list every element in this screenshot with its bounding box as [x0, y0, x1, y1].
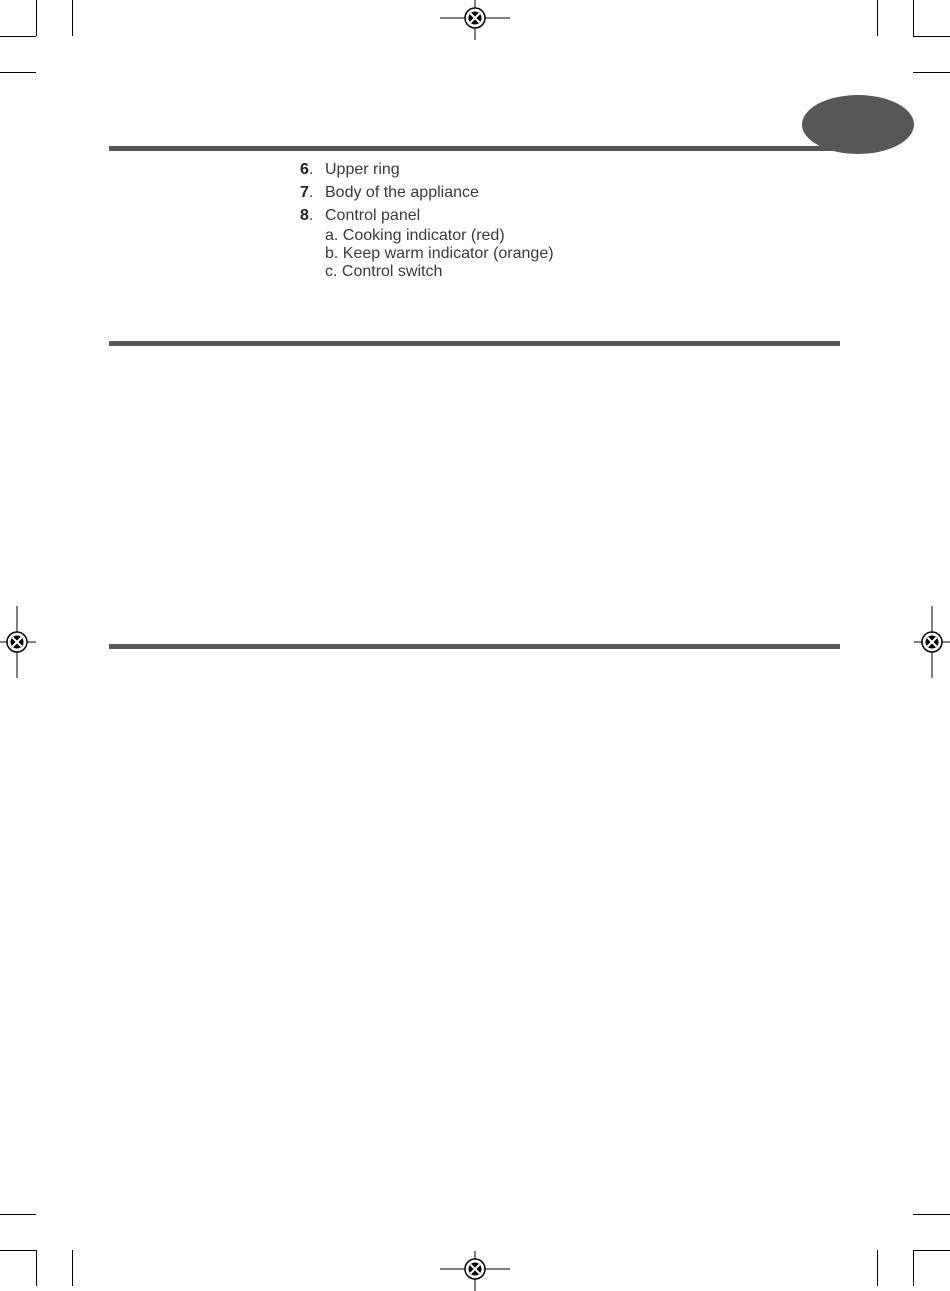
parts-list [300, 158, 554, 281]
list-item: 8. Control panel a. Cooking indicator (red) b. Keep warm indicator (orange) c. Control switch [300, 207, 554, 280]
item-label: Upper ring [325, 161, 400, 178]
section-divider [109, 146, 840, 151]
sub-item: c. Control switch [325, 263, 443, 280]
registration-mark-icon [914, 606, 950, 678]
item-label: Control panel [325, 207, 421, 224]
registration-mark-icon [440, 0, 510, 40]
crop-mark [913, 1214, 950, 1215]
crop-mark [913, 1250, 914, 1286]
crop-mark [0, 72, 36, 73]
crop-mark [72, 1250, 73, 1286]
item-number: 6 [300, 161, 309, 178]
crop-mark [913, 1250, 950, 1251]
crop-mark [0, 1250, 36, 1251]
crop-mark [877, 1250, 878, 1286]
registration-mark-icon [440, 1251, 510, 1291]
item-number: 8 [300, 207, 309, 224]
registration-mark-icon [0, 606, 36, 678]
list-item: 7. Body of the appliance [300, 184, 479, 201]
crop-mark [72, 0, 73, 36]
list-item: 6. Upper ring [300, 161, 400, 178]
crop-mark [877, 0, 878, 36]
crop-mark [0, 36, 36, 37]
crop-mark [913, 36, 950, 37]
crop-mark [913, 72, 950, 73]
crop-mark [0, 1214, 36, 1215]
section-divider [109, 644, 840, 649]
crop-mark [36, 1250, 37, 1286]
crop-mark [36, 0, 37, 36]
item-number: 7 [300, 184, 309, 201]
section-divider [109, 341, 840, 346]
sub-item: a. Cooking indicator (red) [325, 227, 505, 244]
crop-mark [913, 0, 914, 36]
sub-item: b. Keep warm indicator (orange) [325, 245, 554, 262]
item-label: Body of the appliance [325, 184, 479, 201]
